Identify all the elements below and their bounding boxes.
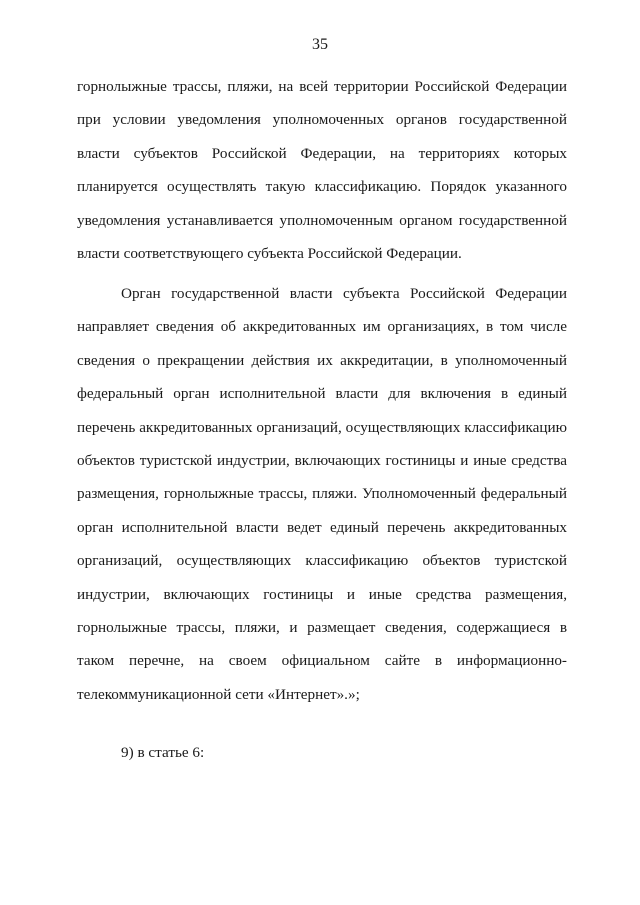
text-line: размещения, горнолыжные трассы, пляжи. Уполномоченный федеральный [77, 485, 567, 503]
text-line: телекоммуникационной сети «Интернет».»; [77, 685, 360, 703]
text-line: 9) в статье 6: [121, 744, 205, 761]
text-line: таком перечне, на своем официальном сайте в информационно- [77, 652, 567, 670]
paragraph-accreditation [77, 277, 567, 711]
text-line: Орган государственной власти субъекта Российской Федерации [121, 285, 567, 302]
text-line: организаций, осуществляющих классификацию объектов туристской [77, 552, 567, 570]
text-line: власти соответствующего субъекта Российской Федерации. [77, 244, 462, 262]
text-line: индустрии, включающих гостиницы и иные средства размещения, [77, 585, 567, 603]
text-line: при условии уведомления уполномоченных органов государственной [77, 111, 567, 129]
text-line: сведения о прекращении действия их аккредитации, в уполномоченный [77, 351, 567, 369]
text-line: власти субъектов Российской Федерации, на территориях которых [77, 144, 567, 162]
page-number: 35 [312, 36, 328, 53]
text-line: горнолыжные трассы, пляжи, на всей территории Российской Федерации [77, 78, 567, 95]
text-line: федеральный орган исполнительной власти для включения в единый [77, 385, 567, 403]
paragraph-article-6 [77, 736, 567, 769]
text-line: уведомления устанавливается уполномоченным органом государственной [77, 211, 567, 229]
text-line: горнолыжные трассы, пляжи, и размещает сведения, содержащиеся в [77, 618, 567, 636]
text-line: планируется осуществлять такую классификацию. Порядок указанного [77, 178, 567, 196]
paragraph-continuation [77, 70, 567, 270]
text-line: перечень аккредитованных организаций, осуществляющих классификацию [77, 418, 567, 436]
text-line: объектов туристской индустрии, включающих гостиницы и иные средства [77, 451, 567, 469]
text-line: направляет сведения об аккредитованных им организациях, в том числе [77, 318, 567, 336]
text-line: орган исполнительной власти ведет единый перечень аккредитованных [77, 518, 567, 536]
